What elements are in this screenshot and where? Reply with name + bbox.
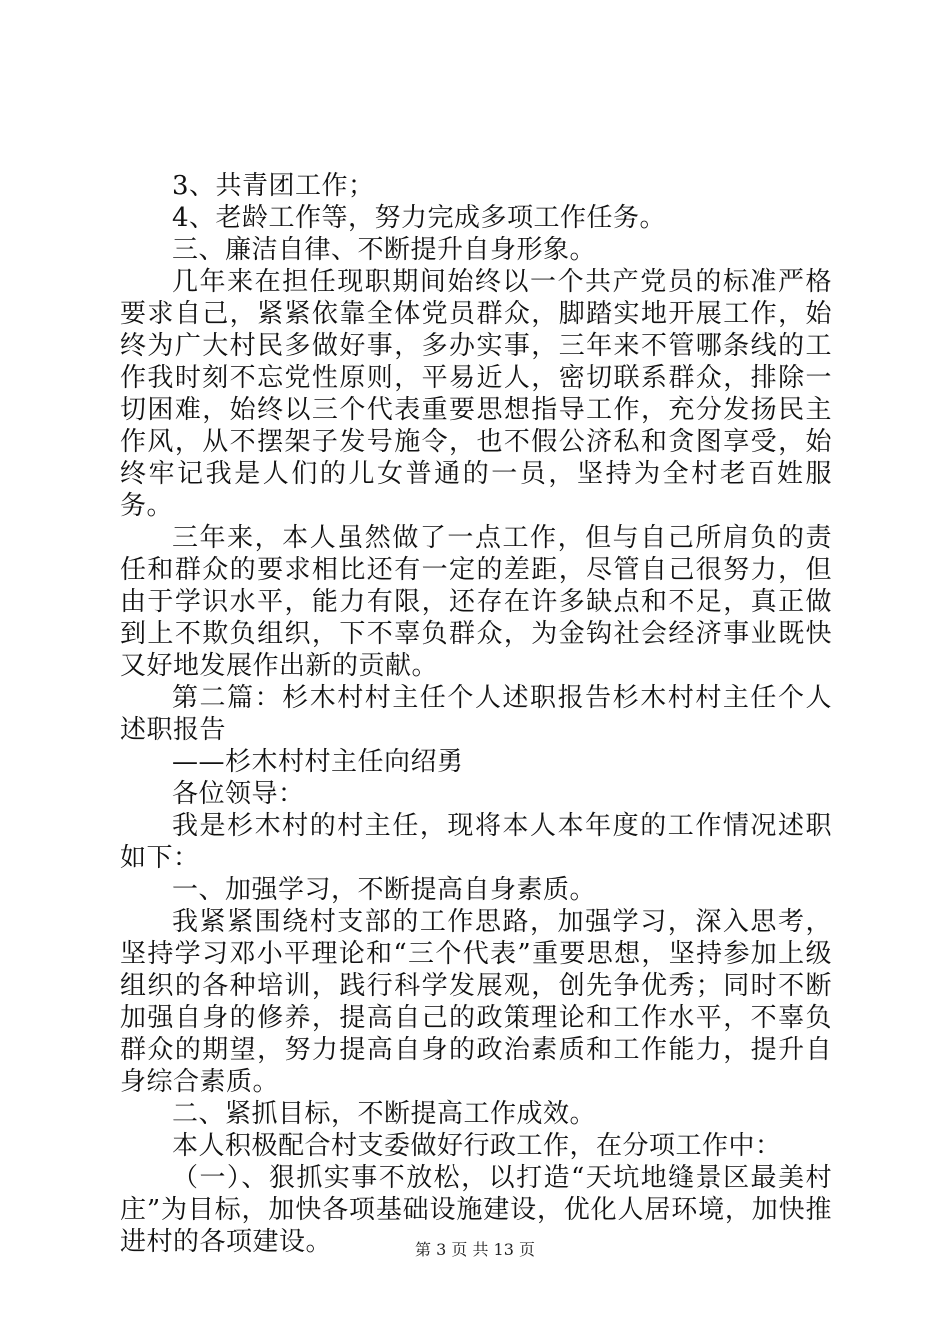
list-item-youth-league: 3、共青团工作； [172, 171, 375, 201]
list-item-elderly-work: 4、老龄工作等，努力完成多项工作任务。 [172, 203, 667, 233]
salutation: 各位领导： [172, 779, 305, 809]
page-number-footer: 第 3 页 共 13 页 [415, 1240, 535, 1259]
section-heading-integrity: 三、廉洁自律、不断提升自身形象。 [172, 235, 597, 265]
chapter-title: 第二篇：杉木村村主任个人述职报告杉木村村主任个人述职报告 [120, 683, 832, 745]
paragraph-study-body: 我紧紧围绕村支部的工作思路，加强学习，深入思考，坚持学习邓小平理论和“三个代表”重要思想，坚持参加上级组织的各种培训，践行科学发展观，创先争优秀；同时不断加强自身的修养，提高自己的政策理论和工作水平，不辜负群众的期望，努力提高自身的政治素质和工作能力，提升自身综合素质。 [120, 907, 832, 1097]
section-heading-study: 一、加强学习，不断提高自身素质。 [172, 875, 597, 905]
paragraph-shortcomings: 三年来，本人虽然做了一点工作，但与自己所肩负的责任和群众的要求相比还有一定的差距，尽管自己很努力，但由于学识水平，能力有限，还存在许多缺点和不足，真正做到上不欺负组织，下不辜负群众，为金钩社会经济事业既快又好地发展作出新的贡献。 [120, 523, 832, 681]
paragraph-integrity-body: 几年来在担任现职期间始终以一个共产党员的标准严格要求自己，紧紧依靠全体党员群众，脚踏实地开展工作，始终为广大村民多做好事，多办实事，三年来不管哪条线的工作我时刻不忘党性原则，平易近人，密切联系群众，排除一切困难，始终以三个代表重要思想指导工作，充分发扬民主作风，从不摆架子发号施令，也不假公济私和贪图享受，始终牢记我是人们的儿女普通的一员，坚持为全村老百姓服务。 [120, 267, 832, 521]
paragraph-goals-item-1: （一）、狠抓实事不放松，以打造“天坑地缝景区最美村庄”为目标，加快各项基础设施建设，优化人居环境，加快推进村的各项建设。 [120, 1163, 832, 1257]
document-body [120, 170, 832, 1258]
chapter-author: ——杉木村村主任向绍勇 [172, 747, 464, 777]
paragraph-intro: 我是杉木村的村主任，现将本人本年度的工作情况述职如下： [120, 811, 832, 873]
section-heading-goals: 二、紧抓目标，不断提高工作成效。 [172, 1099, 597, 1129]
paragraph-goals-intro: 本人积极配合村支委做好行政工作，在分项工作中： [172, 1131, 782, 1161]
